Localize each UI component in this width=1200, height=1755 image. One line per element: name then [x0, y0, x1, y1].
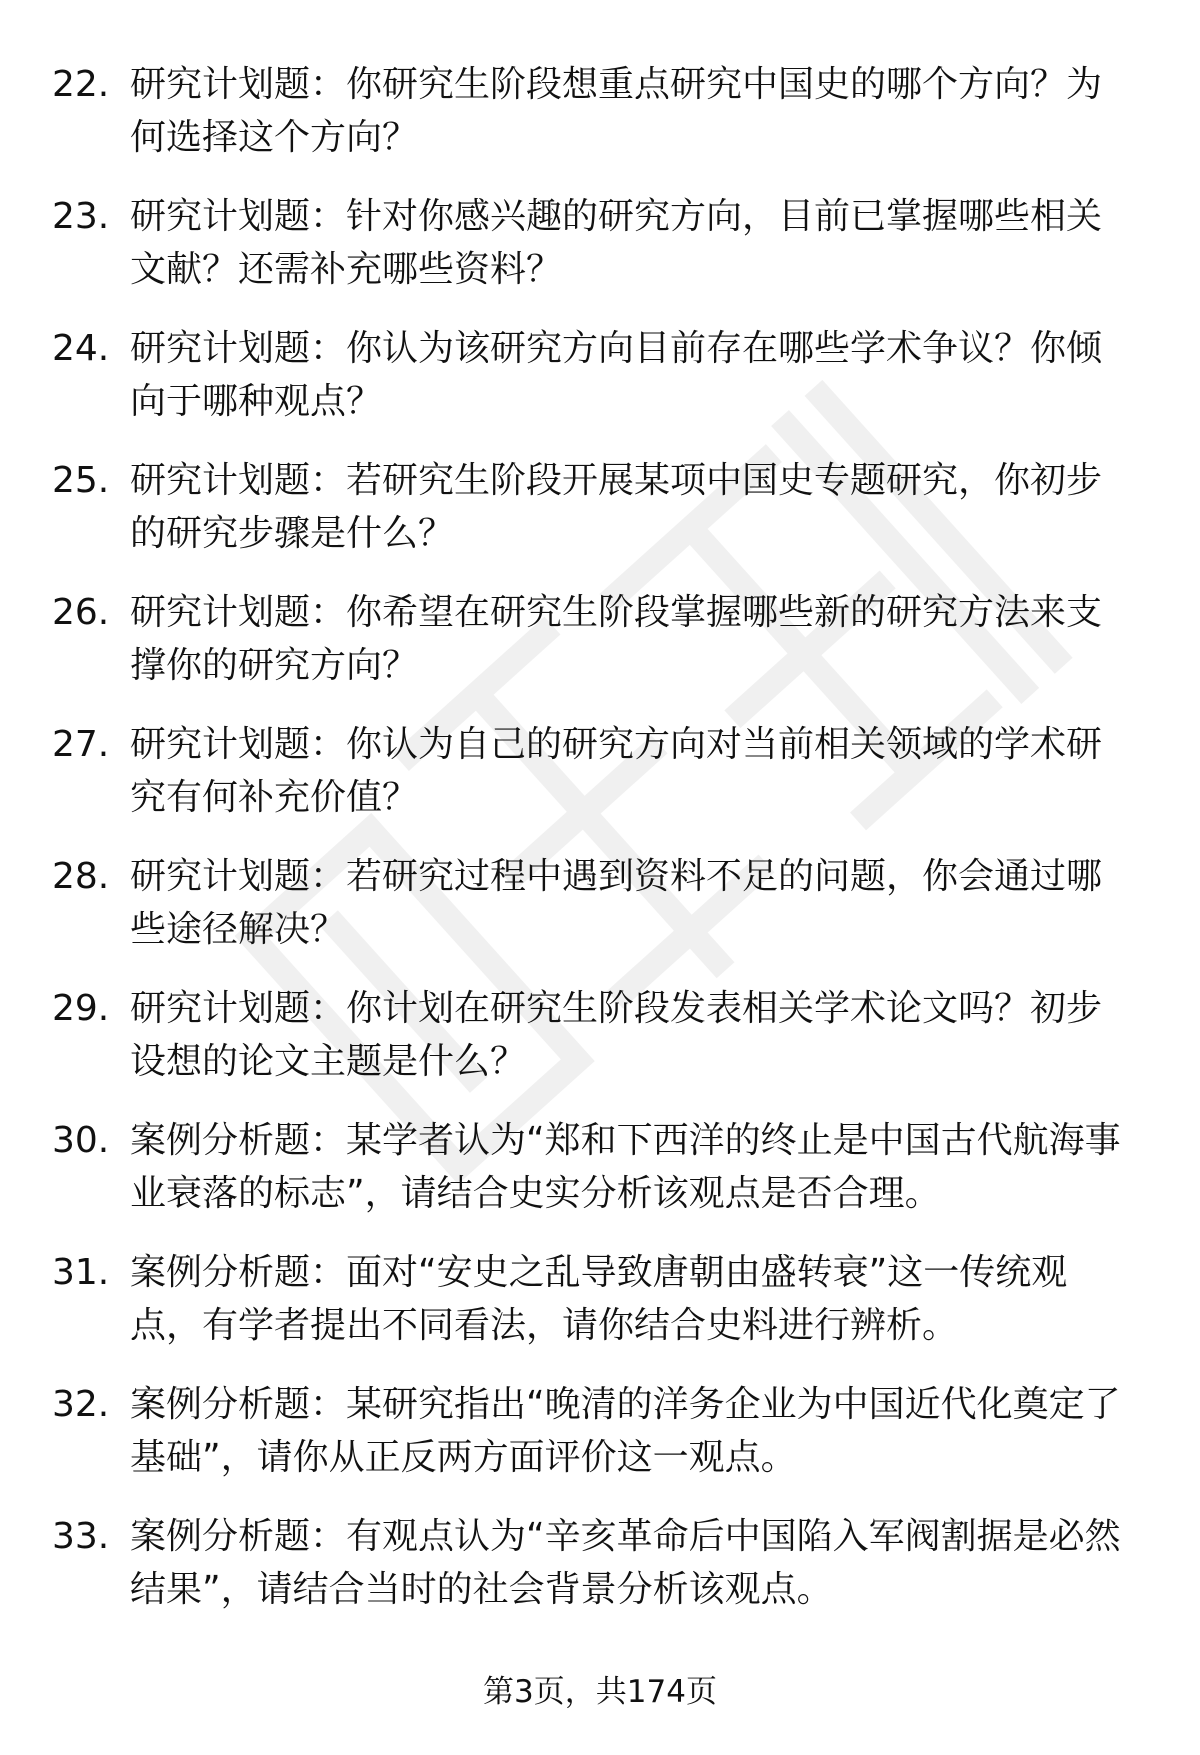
question-item-30 — [52, 1114, 1142, 1220]
question-item-33 — [52, 1510, 1142, 1616]
question-number: 33. — [52, 1516, 110, 1557]
question-number: 27. — [52, 724, 110, 765]
question-item-27 — [52, 718, 1142, 824]
question-number: 28. — [52, 856, 110, 897]
question-text: 研究计划题：针对你感兴趣的研究方向，目前已掌握哪些相关文献？还需补充哪些资料？ — [130, 196, 1103, 290]
question-item-25 — [52, 454, 1142, 560]
question-text: 研究计划题：你研究生阶段想重点研究中国史的哪个方向？为何选择这个方向？ — [130, 64, 1103, 158]
page-footer — [0, 1672, 1200, 1712]
question-item-26 — [52, 586, 1142, 692]
question-text: 研究计划题：你计划在研究生阶段发表相关学术论文吗？初步设想的论文主题是什么？ — [130, 988, 1103, 1082]
question-item-29 — [52, 982, 1142, 1088]
question-number: 23. — [52, 196, 110, 237]
page-number-label: 第3页，共174页 — [483, 1674, 717, 1710]
question-number: 24. — [52, 328, 110, 369]
question-number: 32. — [52, 1384, 110, 1425]
question-number: 31. — [52, 1252, 110, 1293]
question-item-22 — [52, 58, 1142, 164]
question-item-24 — [52, 322, 1142, 428]
question-number: 22. — [52, 64, 110, 105]
question-text: 研究计划题：你认为自己的研究方向对当前相关领域的学术研究有何补充价值？ — [130, 724, 1103, 818]
question-text: 案例分析题：某研究指出“晚清的洋务企业为中国近代化奠定了基础”，请你从正反两方面评价这一观点。 — [130, 1384, 1121, 1478]
question-text: 研究计划题：你认为该研究方向目前存在哪些学术争议？你倾向于哪种观点？ — [130, 328, 1103, 422]
question-text: 研究计划题：若研究生阶段开展某项中国史专题研究，你初步的研究步骤是什么？ — [130, 460, 1103, 554]
question-number: 30. — [52, 1120, 110, 1161]
question-item-28 — [52, 850, 1142, 956]
question-item-23 — [52, 190, 1142, 296]
question-item-32 — [52, 1378, 1142, 1484]
question-text: 研究计划题：你希望在研究生阶段掌握哪些新的研究方法来支撑你的研究方向？ — [130, 592, 1103, 686]
question-text: 案例分析题：有观点认为“辛亥革命后中国陷入军阀割据是必然结果”，请结合当时的社会背景分析该观点。 — [130, 1516, 1121, 1610]
question-text: 案例分析题：某学者认为“郑和下西洋的终止是中国古代航海事业衰落的标志”，请结合史实分析该观点是否合理。 — [130, 1120, 1121, 1214]
question-text: 研究计划题：若研究过程中遇到资料不足的问题，你会通过哪些途径解决？ — [130, 856, 1103, 950]
question-list — [52, 58, 1142, 1642]
question-text: 案例分析题：面对“安史之乱导致唐朝由盛转衰”这一传统观点，有学者提出不同看法，请你结合史料进行辨析。 — [130, 1252, 1068, 1346]
question-number: 29. — [52, 988, 110, 1029]
question-number: 26. — [52, 592, 110, 633]
question-number: 25. — [52, 460, 110, 501]
question-item-31 — [52, 1246, 1142, 1352]
